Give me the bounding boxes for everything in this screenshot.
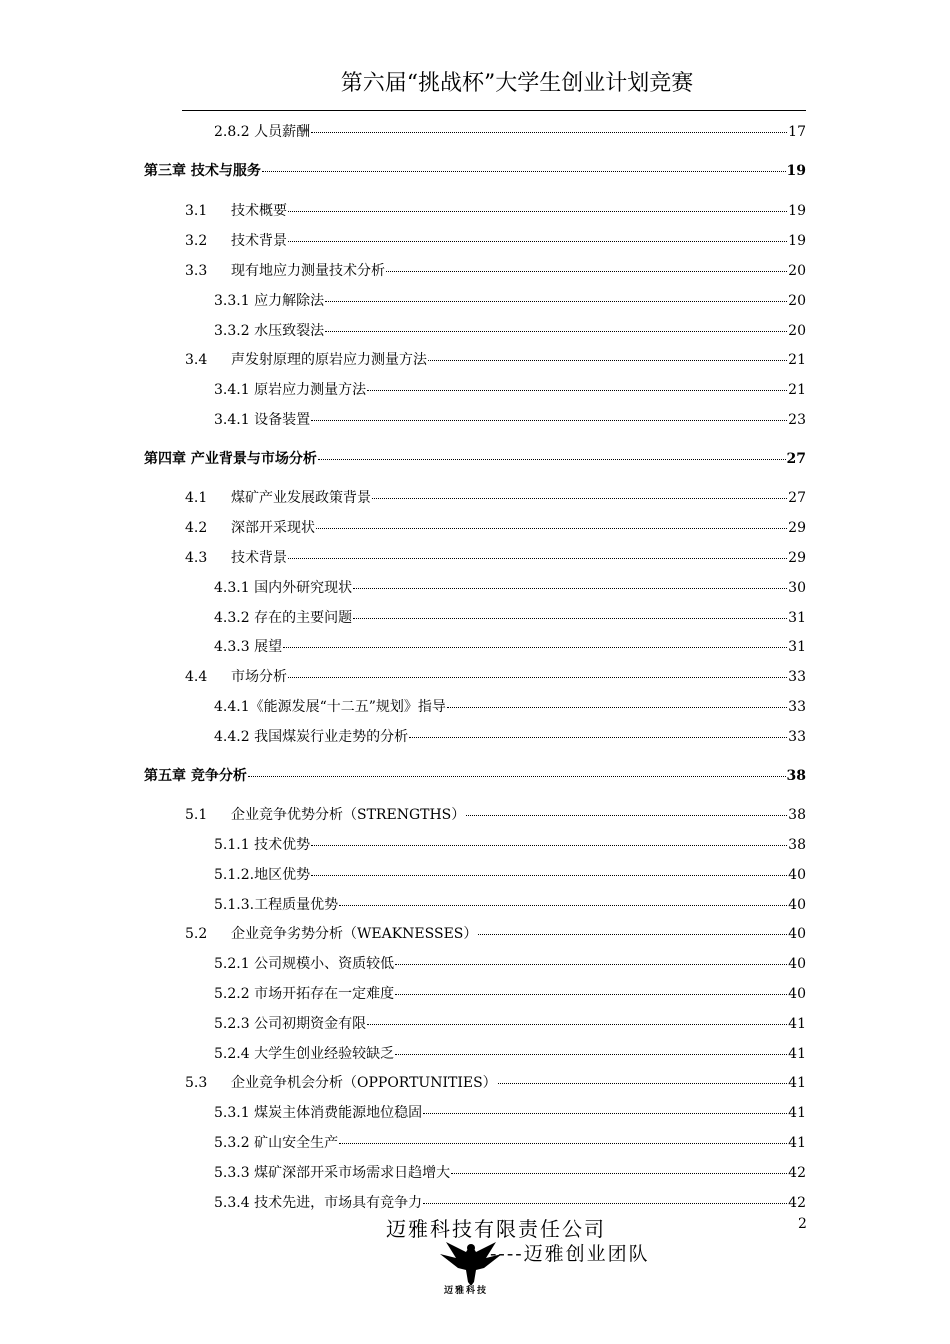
toc-dot-leader <box>367 390 787 391</box>
toc-entry-label: 4.3.1 国内外研究现状 <box>214 580 353 596</box>
toc-entry[interactable] <box>185 547 806 567</box>
toc-entry-number: 3.2 <box>185 233 208 249</box>
toc-dot-leader <box>478 934 787 935</box>
toc-entry-page: 41 <box>788 1046 806 1062</box>
toc-entry-label: 3.3.1 应力解除法 <box>214 293 325 309</box>
toc-dot-leader <box>311 845 787 846</box>
toc-entry-page: 40 <box>788 956 806 972</box>
toc-entry[interactable] <box>185 487 806 507</box>
toc-entry-page: 21 <box>788 382 806 398</box>
toc-entry-label: 煤矿产业发展政策背景 <box>231 490 371 506</box>
toc-entry-label: 3.3.2 水压致裂法 <box>214 323 325 339</box>
toc-entry-page: 41 <box>788 1135 806 1151</box>
toc-entry[interactable] <box>214 636 806 656</box>
toc-entry[interactable] <box>214 607 806 627</box>
toc-entry-label: 企业竞争劣势分析（WEAKNESSES） <box>231 926 478 942</box>
toc-entry[interactable] <box>214 983 806 1003</box>
toc-dot-leader <box>325 331 787 332</box>
toc-dot-leader <box>466 815 787 816</box>
toc-entry-page: 38 <box>788 837 806 853</box>
toc-entry[interactable] <box>185 349 806 369</box>
toc-dot-leader <box>353 588 787 589</box>
toc-entry-page: 20 <box>788 293 806 309</box>
toc-entry-page: 41 <box>788 1075 806 1091</box>
toc-entry[interactable] <box>214 953 806 973</box>
toc-entry-label: 技术概要 <box>231 203 287 219</box>
toc-dot-leader <box>339 1143 787 1144</box>
toc-entry[interactable] <box>214 1102 806 1122</box>
document-title: 第六届“挑战杯”大学生创业计划竞赛 <box>340 71 694 96</box>
toc-dot-leader <box>288 677 787 678</box>
toc-entry-label: 5.3.2 矿山安全生产 <box>214 1135 339 1151</box>
toc-entry[interactable] <box>214 1162 806 1182</box>
toc-entry-number: 5.1 <box>185 807 208 823</box>
toc-entry-label: 5.2.2 市场开拓存在一定难度 <box>214 986 395 1002</box>
toc-entry-label: 声发射原理的原岩应力测量方法 <box>231 352 427 368</box>
toc-entry-page: 19 <box>788 203 806 219</box>
toc-dot-leader <box>339 905 787 906</box>
toc-entry-page: 33 <box>788 729 806 745</box>
toc-entry[interactable] <box>214 864 806 884</box>
logo-text: 迈雅科技 <box>444 1286 489 1296</box>
toc-entry-label: 5.2.3 公司初期资金有限 <box>214 1016 367 1032</box>
toc-entry-page: 23 <box>788 412 806 428</box>
toc-chapter-entry[interactable] <box>144 160 806 180</box>
toc-dot-leader <box>386 271 787 272</box>
toc-entry-label: 4.4.2 我国煤炭行业走势的分析 <box>214 729 409 745</box>
toc-entry-label: 第三章 技术与服务 <box>144 163 261 179</box>
toc-dot-leader <box>311 132 787 133</box>
toc-entry-label: 5.3.1 煤炭主体消费能源地位稳固 <box>214 1105 423 1121</box>
toc-entry-page: 33 <box>788 669 806 685</box>
toc-entry-number: 4.1 <box>185 490 208 506</box>
toc-entry-label: 5.3.3 煤矿深部开采市场需求日趋增大 <box>214 1165 451 1181</box>
toc-entry-page: 29 <box>788 520 806 536</box>
toc-entry-label: 4.4.1《能源发展“十二五”规划》指导 <box>214 699 446 715</box>
toc-entry-label: 5.2.1 公司规模小、资质较低 <box>214 956 395 972</box>
toc-chapter-entry[interactable] <box>144 448 806 468</box>
toc-entry[interactable] <box>214 1192 806 1212</box>
toc-entry-label: 第五章 竞争分析 <box>144 768 247 784</box>
toc-entry-page: 19 <box>786 163 806 179</box>
toc-dot-leader <box>262 171 786 172</box>
toc-dot-leader <box>288 211 787 212</box>
toc-entry-number: 4.3 <box>185 550 208 566</box>
toc-entry[interactable] <box>185 923 806 943</box>
toc-entry-page: 41 <box>788 1016 806 1032</box>
toc-entry-page: 40 <box>788 867 806 883</box>
toc-dot-leader <box>248 776 786 777</box>
toc-entry[interactable] <box>214 726 806 746</box>
toc-entry-label: 5.1.3.工程质量优势 <box>214 897 339 913</box>
company-name: 迈雅科技有限责任公司 <box>386 1217 606 1241</box>
toc-entry-label: 3.4.1 设备装置 <box>214 412 311 428</box>
toc-entry-page: 40 <box>788 897 806 913</box>
toc-entry-page: 38 <box>788 807 806 823</box>
toc-entry[interactable] <box>214 696 806 716</box>
toc-dot-leader <box>288 558 787 559</box>
toc-entry[interactable] <box>214 1132 806 1152</box>
toc-entry[interactable] <box>214 834 806 854</box>
toc-entry-label: 3.4.1 原岩应力测量方法 <box>214 382 367 398</box>
toc-entry[interactable] <box>185 200 806 220</box>
toc-entry[interactable] <box>214 1013 806 1033</box>
toc-entry-label: 技术背景 <box>231 550 287 566</box>
toc-entry-label: 4.3.2 存在的主要问题 <box>214 610 353 626</box>
toc-dot-leader <box>372 498 787 499</box>
toc-entry-number: 5.2 <box>185 926 208 942</box>
toc-entry[interactable] <box>214 121 806 141</box>
toc-dot-leader <box>447 707 787 708</box>
toc-entry-page: 42 <box>788 1195 806 1211</box>
toc-entry-page: 19 <box>788 233 806 249</box>
toc-dot-leader <box>311 420 787 421</box>
toc-entry-label: 深部开采现状 <box>231 520 315 536</box>
toc-dot-leader <box>395 994 787 995</box>
toc-entry[interactable] <box>214 290 806 310</box>
toc-entry-page: 42 <box>788 1165 806 1181</box>
toc-dot-leader <box>325 301 787 302</box>
toc-entry-page: 33 <box>788 699 806 715</box>
page-number: 2 <box>798 1216 807 1232</box>
toc-entry-label: 5.1.1 技术优势 <box>214 837 311 853</box>
toc-entry-label: 企业竞争优势分析（STRENGTHS） <box>231 807 466 823</box>
toc-entry-label: 2.8.2 人员薪酬 <box>214 124 311 140</box>
toc-entry-label: 4.3.3 展望 <box>214 639 283 655</box>
toc-entry-page: 20 <box>788 323 806 339</box>
toc-entry-number: 3.3 <box>185 263 208 279</box>
toc-dot-leader <box>498 1083 787 1084</box>
toc-entry-number: 3.4 <box>185 352 208 368</box>
toc-entry-page: 31 <box>788 639 806 655</box>
toc-entry-label: 企业竞争机会分析（OPPORTUNITIES） <box>231 1075 497 1091</box>
toc-entry-page: 27 <box>786 451 806 467</box>
toc-entry-page: 40 <box>788 986 806 1002</box>
toc-entry[interactable] <box>185 666 806 686</box>
toc-entry-page: 40 <box>788 926 806 942</box>
toc-entry-number: 4.2 <box>185 520 208 536</box>
toc-entry-page: 41 <box>788 1105 806 1121</box>
toc-dot-leader <box>353 618 787 619</box>
toc-entry-page: 20 <box>788 263 806 279</box>
toc-entry-label: 5.3.4 技术先进，市场具有竞争力 <box>214 1195 423 1211</box>
toc-entry-label: 5.1.2.地区优势 <box>214 867 311 883</box>
toc-entry-page: 31 <box>788 610 806 626</box>
toc-dot-leader <box>409 737 787 738</box>
toc-dot-leader <box>395 964 787 965</box>
toc-dot-leader <box>367 1024 787 1025</box>
toc-entry[interactable] <box>185 804 806 824</box>
toc-entry[interactable] <box>185 517 806 537</box>
toc-entry[interactable] <box>214 379 806 399</box>
toc-dot-leader <box>318 459 786 460</box>
toc-dot-leader <box>311 875 787 876</box>
toc-entry-number: 3.1 <box>185 203 208 219</box>
toc-entry-label: 技术背景 <box>231 233 287 249</box>
toc-dot-leader <box>288 241 787 242</box>
toc-entry[interactable] <box>214 409 806 429</box>
toc-entry-number: 4.4 <box>185 669 208 685</box>
toc-entry[interactable] <box>214 577 806 597</box>
toc-dot-leader <box>316 528 787 529</box>
toc-entry-page: 38 <box>786 768 806 784</box>
toc-dot-leader <box>451 1173 787 1174</box>
toc-entry-label: 市场分析 <box>231 669 287 685</box>
toc-entry-label: 5.2.4 大学生创业经验较缺乏 <box>214 1046 395 1062</box>
toc-dot-leader <box>423 1203 787 1204</box>
toc-entry[interactable] <box>214 1043 806 1063</box>
toc-entry[interactable] <box>214 894 806 914</box>
toc-dot-leader <box>395 1054 787 1055</box>
toc-dot-leader <box>283 647 787 648</box>
toc-entry-label: 现有地应力测量技术分析 <box>231 263 385 279</box>
toc-entry-number: 5.3 <box>185 1075 208 1091</box>
toc-entry-page: 30 <box>788 580 806 596</box>
toc-entry[interactable] <box>185 260 806 280</box>
toc-dot-leader <box>423 1113 787 1114</box>
toc-entry[interactable] <box>185 1072 806 1092</box>
toc-entry-page: 17 <box>788 124 806 140</box>
team-name: ----迈雅创业团队 <box>490 1243 650 1265</box>
toc-chapter-entry[interactable] <box>144 765 806 785</box>
toc-entry[interactable] <box>185 230 806 250</box>
toc-entry[interactable] <box>214 320 806 340</box>
toc-entry-page: 21 <box>788 352 806 368</box>
toc-dot-leader <box>428 360 787 361</box>
toc-entry-label: 第四章 产业背景与市场分析 <box>144 451 317 467</box>
toc-entry-page: 27 <box>788 490 806 506</box>
toc-entry-page: 29 <box>788 550 806 566</box>
